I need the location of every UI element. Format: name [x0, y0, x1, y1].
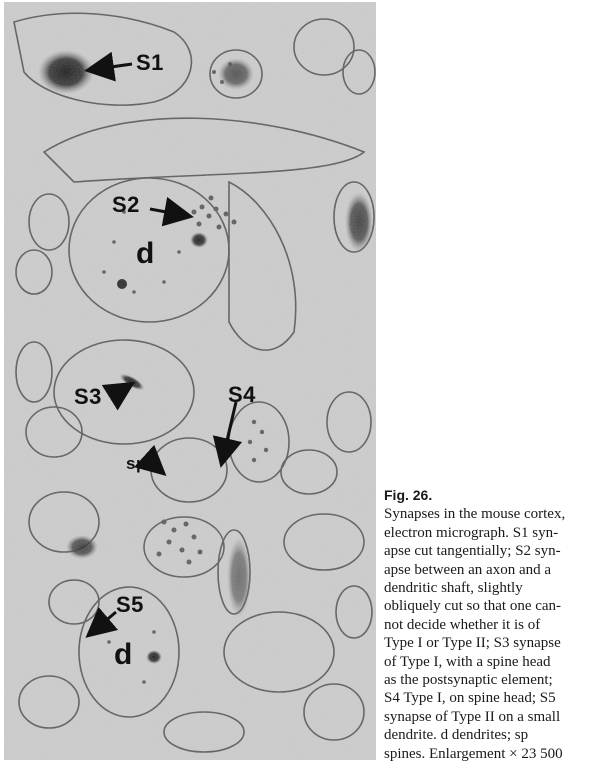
caption-line: S4 Type I, on spine head; S5	[384, 690, 556, 707]
caption-line: synapse of Type II on a small	[384, 708, 561, 725]
caption-line: dendritic shaft, slightly	[384, 580, 523, 597]
label-s4: S4	[228, 382, 256, 407]
caption-line: obliquely cut so that one can-	[384, 598, 562, 615]
label-d-upper: d	[136, 237, 155, 270]
label-s5: S5	[116, 592, 144, 617]
caption-line: apse cut tangentially; S2 syn-	[384, 543, 561, 560]
caption-line: not decide whether it is of	[384, 616, 541, 633]
figure-caption	[384, 486, 604, 763]
caption-line: apse between an axon and a	[384, 561, 552, 578]
label-d-lower: d	[114, 638, 133, 671]
caption-line: dendrite. d dendrites; sp	[384, 727, 529, 744]
caption-line: of Type I, with a spine head	[384, 653, 551, 670]
figure-number: Fig. 26.	[384, 487, 433, 503]
label-s2: S2	[112, 192, 140, 217]
caption-line: spines. Enlargement × 23 500	[384, 745, 563, 762]
label-s3: S3	[74, 384, 102, 409]
caption-line: Synapses in the mouse cortex,	[384, 506, 566, 523]
caption-line: as the postsynaptic element;	[384, 672, 553, 689]
label-s1: S1	[136, 50, 164, 75]
electron-micrograph	[4, 2, 376, 760]
caption-line: Type I or Type II; S3 synapse	[384, 635, 561, 652]
caption-line: electron micrograph. S1 syn-	[384, 524, 559, 541]
label-sp: sp	[126, 454, 147, 473]
micrograph-texture	[4, 2, 376, 760]
